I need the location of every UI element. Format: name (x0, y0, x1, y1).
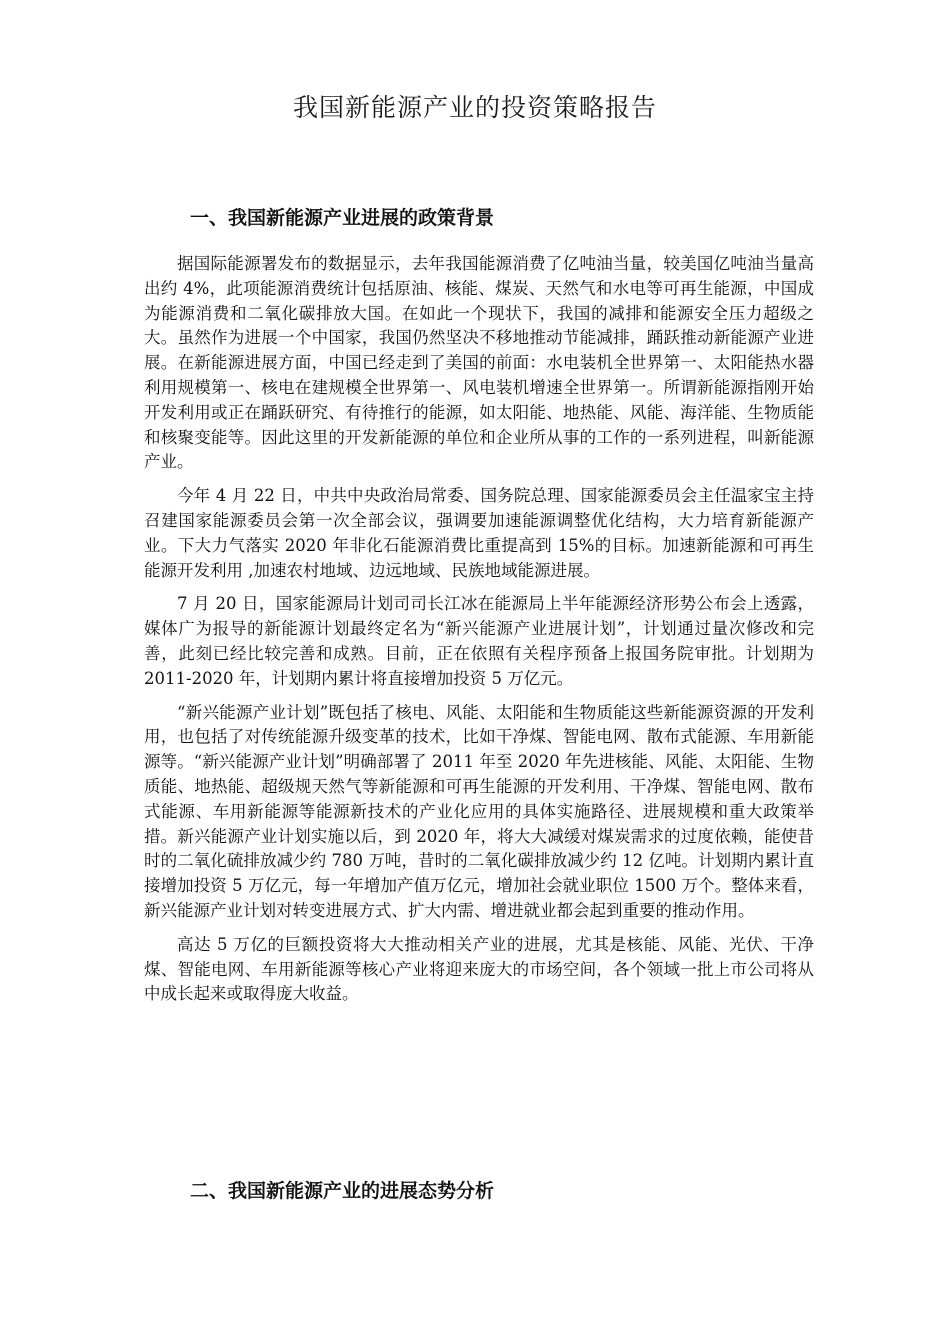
paragraph: 7 月 20 日，国家能源局计划司司长江冰在能源局上半年能源经济形势公布会上透露，媒体广为报导的新能源计划最终定名为“新兴能源产业进展计划”，计划通过量次修改和完善，此刻已经比较完善和成熟。目前，正在依照有关程序预备上报国务院审批。计划期为 2011-2020 年，计划期内累计将直接增加投资 5 万亿元。 (144, 594, 814, 688)
section-heading-1: 一、我国新能源产业进展的政策背景 (190, 207, 495, 229)
paragraph: 今年 4 月 22 日，中共中央政治局常委、国务院总理、国家能源委员会主任温家宝主持召建国家能源委员会第一次全部会议，强调要加速能源调整优化结构，大力培育新能源产业。下大力气落实 2020 年非化石能源消费比重提高到 15%的目标。加速新能源和可再生能源开发利用 ,加速农村地域、边远地域、民族地域能源进展。 (144, 486, 814, 580)
section-1-body (144, 252, 814, 1016)
paragraph: 据国际能源署发布的数据显示，去年我国能源消费了亿吨油当量，较美国亿吨油当量高出约 4%，此项能源消费统计包括原油、核能、煤炭、天然气和水电等可再生能源，中国成为能源消费和二氧化碳排放大国。在如此一个现状下，我国的减排和能源安全压力超级之大。虽然作为进展一个中国家，我国仍然坚决不移地推动节能减排，踊跃推动新能源产业进展。在新能源进展方面，中国已经走到了美国的前面：水电装机全世界第一、太阳能热水器利用规模第一、核电在建规模全世界第一、风电装机增速全世界第一。所谓新能源指刚开始开发利用或正在踊跃研究、有待推行的能源，如太阳能、地热能、风能、海洋能、生物质能和核聚变能等。因此这里的开发新能源的单位和企业所从事的工作的一系列进程，叫新能源产业。 (144, 254, 814, 472)
section-heading-2: 二、我国新能源产业的进展态势分析 (190, 1180, 495, 1202)
paragraph: “新兴能源产业计划”既包括了核电、风能、太阳能和生物质能这些新能源资源的开发利用，也包括了对传统能源升级变革的技术，比如干净煤、智能电网、散布式能源、车用新能源等。“新兴能源产业计划”明确部署了 2011 年至 2020 年先进核能、风能、太阳能、生物质能、地热能、超级规天然气等新能源和可再生能源的开发利用、干净煤、智能电网、散布式能源、车用新能源等能源新技术的产业化应用的具体实施路径、进展规模和重大政策举措。新兴能源产业计划实施以后，到 2020 年，将大大减缓对煤炭需求的过度依赖，能使昔时的二氧化硫排放减少约 780 万吨，昔时的二氧化碳排放减少约 12 亿吨。计划期内累计直接增加投资 5 万亿元，每一年增加产值万亿元，增加社会就业职位 1500 万个。整体来看，新兴能源产业计划对转变进展方式、扩大内需、增进就业都会起到重要的推动作用。 (144, 702, 814, 920)
paragraph: 高达 5 万亿的巨额投资将大大推动相关产业的进展，尤其是核能、风能、光伏、干净煤、智能电网、车用新能源等核心产业将迎来庞大的市场空间，各个领域一批上市公司将从中成长起来或取得庞大收益。 (144, 934, 814, 1004)
document-title: 我国新能源产业的投资策略报告 (292, 93, 657, 122)
